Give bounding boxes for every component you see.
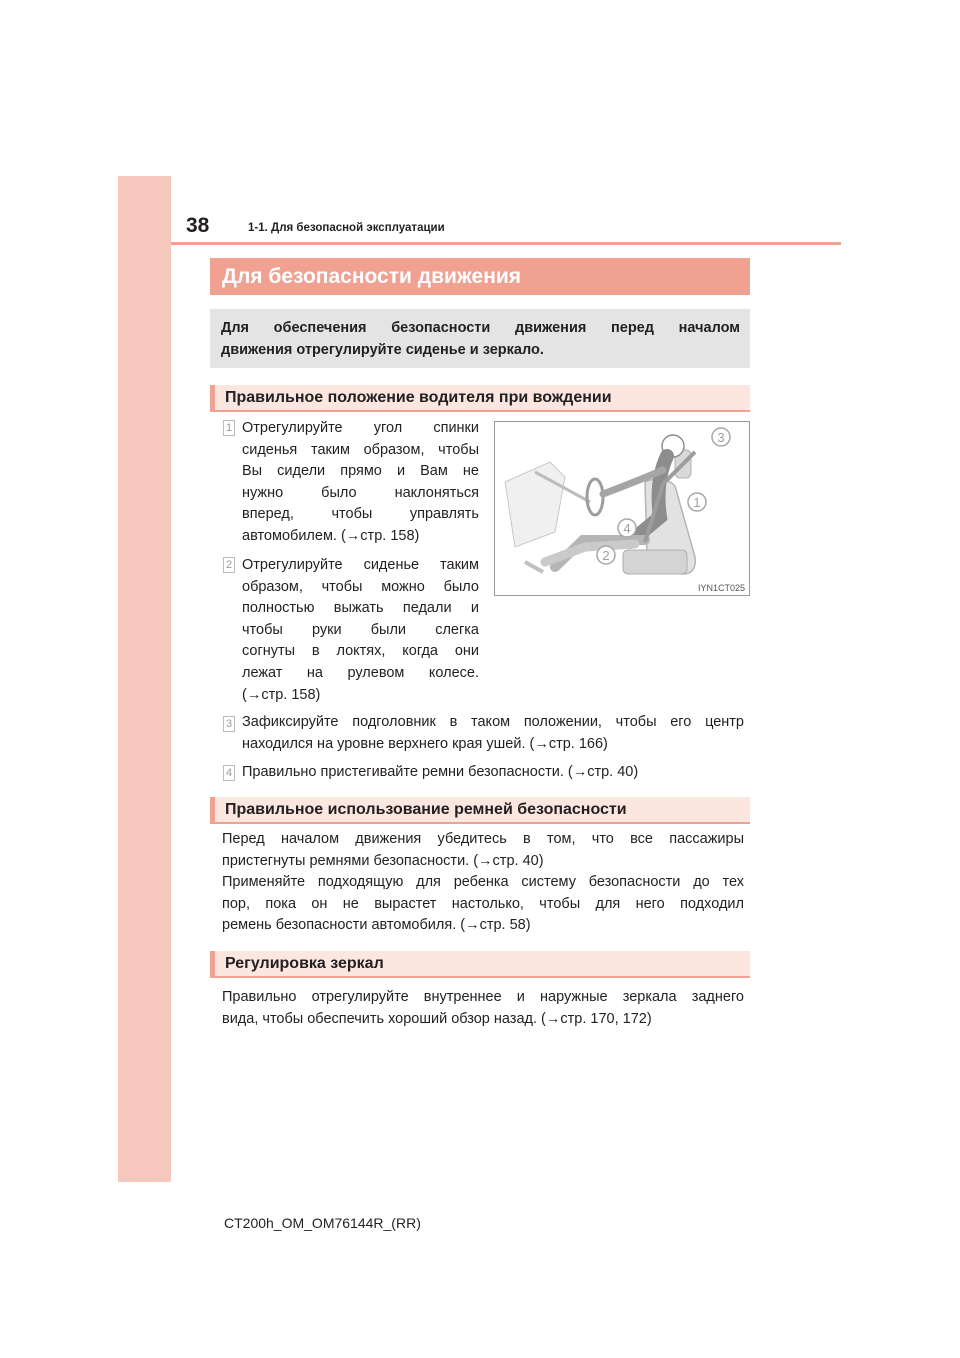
- text-line: полностью выжать педали и: [242, 600, 479, 617]
- text-line: Вы сидели прямо и Вам не: [242, 463, 479, 480]
- callout-4-label: 4: [623, 521, 631, 536]
- text-line: Отрегулируйте угол спинки: [242, 420, 479, 436]
- text-line: лежат на рулевом колесе.: [242, 664, 479, 681]
- text-line: (→стр. 158): [242, 686, 321, 703]
- text-line: автомобилем. (→стр. 158): [242, 527, 420, 544]
- callout-1-label: 1: [693, 495, 701, 510]
- section-heading-seat-belts: [210, 797, 750, 824]
- text-line: ремень безопасности автомобиля. (→стр. 58): [222, 917, 531, 934]
- item-marker: 4: [223, 765, 235, 781]
- driver-position-illustration: [494, 421, 750, 596]
- section-heading-text: Правильное использование ремней безопасности: [225, 800, 627, 818]
- text-line: сиденья таким образом, чтобы: [242, 441, 479, 458]
- item-marker: 1: [223, 420, 235, 436]
- section-heading-mirrors: [210, 951, 750, 978]
- text-line: Применяйте подходящую для ребенка систему безопасности до тех: [222, 874, 744, 891]
- item-text: [242, 762, 744, 784]
- item-marker: 2: [223, 557, 235, 573]
- text-line: вперед, чтобы управлять: [242, 506, 479, 523]
- text-line: пристегнуты ремнями безопасности. (→стр. 40): [222, 852, 544, 869]
- text-line: Перед началом движения убедитесь в том, что все пассажиры: [222, 831, 744, 847]
- header-divider: [171, 242, 841, 245]
- intro-line: Для обеспечения безопасности движения перед началом: [221, 320, 740, 336]
- text-line: пор, пока он не вырастет настолько, чтобы для него подходил: [222, 895, 744, 912]
- text-line: Правильно отрегулируйте внутреннее и наружные зеркала заднего: [222, 989, 744, 1005]
- page-side-tab: [118, 176, 171, 1182]
- section-heading-driver-position: [210, 385, 750, 412]
- text-line: нужно было наклоняться: [242, 484, 479, 501]
- paragraph: [222, 987, 744, 1030]
- page-title-text: Для безопасности движения: [222, 264, 522, 288]
- document-code-footer: CT200h_OM_OM76144R_(RR): [224, 1215, 421, 1231]
- text-line: согнуты в локтях, когда они: [242, 643, 479, 660]
- text-line: вида, чтобы обеспечить хороший обзор назад. (→стр. 170, 172): [222, 1010, 652, 1027]
- text-line: Правильно пристегивайте ремни безопасности. (→стр. 40): [242, 764, 639, 780]
- callout-2-label: 2: [602, 548, 610, 563]
- text-line: находился на уровне верхнего края ушей. (→стр. 166): [242, 735, 608, 752]
- callout-3-label: 3: [717, 430, 725, 445]
- driver-seat-drawing: [495, 422, 749, 595]
- section-heading-text: Регулировка зеркал: [225, 954, 384, 972]
- text-line: Отрегулируйте сиденье таким: [242, 557, 479, 573]
- section-header: 1-1. Для безопасной эксплуатации: [248, 222, 445, 234]
- item-text: [242, 712, 744, 755]
- figure-code: IYN1CT025: [697, 583, 745, 593]
- item-marker: 3: [223, 716, 235, 732]
- item-text: [242, 555, 479, 706]
- intro-line: движения отрегулируйте сиденье и зеркало.: [221, 342, 544, 358]
- item-text: [242, 418, 479, 548]
- intro-box: [210, 309, 750, 368]
- page-number: 38: [186, 214, 210, 237]
- text-line: чтобы руки были слегка: [242, 621, 479, 638]
- text-line: Зафиксируйте подголовник в таком положении, чтобы его центр: [242, 714, 744, 730]
- text-line: образом, чтобы можно было: [242, 578, 479, 595]
- section-heading-text: Правильное положение водителя при вождении: [225, 388, 612, 406]
- paragraph: [222, 829, 744, 937]
- page-title: [210, 258, 750, 295]
